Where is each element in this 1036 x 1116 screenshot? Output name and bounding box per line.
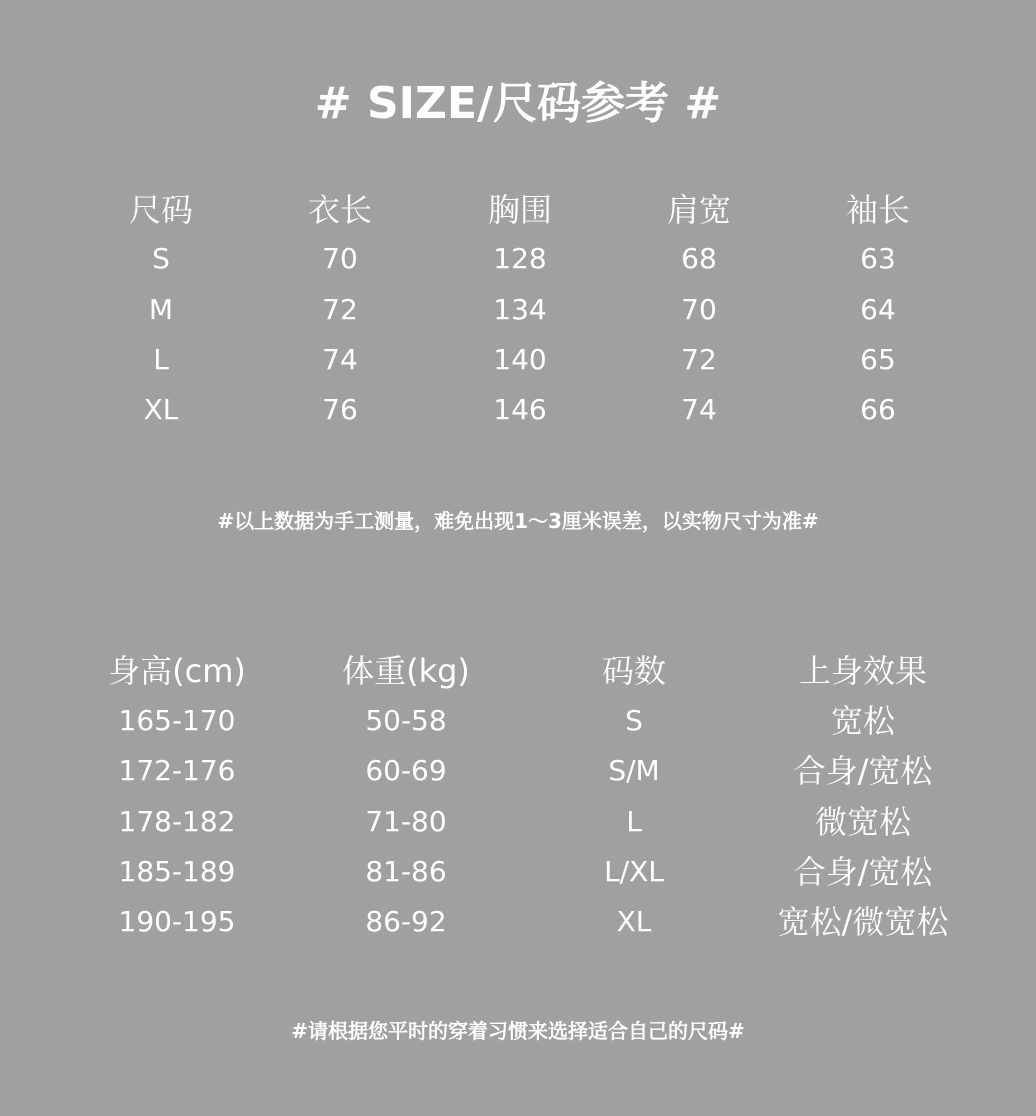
length-cell: 76 (322, 393, 358, 426)
fit-table-header (0, 646, 1036, 696)
fit-effect-cell: 微宽松 (814, 803, 911, 841)
chest-cell: 146 (493, 393, 547, 426)
fit-effect-cell: 合身/宽松 (793, 752, 933, 790)
table-row (0, 285, 1036, 335)
sleeve-cell: 66 (860, 393, 896, 426)
length-cell: 74 (322, 343, 358, 376)
size-table-header (0, 185, 1036, 235)
length-cell: 70 (322, 242, 358, 275)
weight-cell: 81-86 (365, 855, 447, 888)
header-weight: 体重(kg) (342, 652, 470, 690)
height-cell: 172-176 (118, 754, 236, 787)
size-code-cell: L/XL (604, 855, 664, 888)
measurement-note: #以上数据为手工测量，难免出现1～3厘米误差，以实物尺寸为准# (217, 509, 819, 533)
height-cell: 185-189 (118, 855, 236, 888)
header-height: 身高(cm) (108, 652, 246, 690)
weight-cell: 50-58 (365, 704, 447, 737)
shoulder-cell: 74 (681, 393, 717, 426)
selection-note: #请根据您平时的穿着习惯来选择适合自己的尺码# (291, 1019, 745, 1043)
table-row (0, 847, 1036, 897)
height-cell: 178-182 (118, 805, 236, 838)
fit-effect-cell: 宽松/微宽松 (777, 903, 949, 941)
height-cell: 165-170 (118, 704, 236, 737)
header-chest: 胸围 (487, 191, 552, 229)
size-code-cell: XL (616, 905, 652, 938)
header-size-code: 码数 (601, 652, 666, 690)
shoulder-cell: 70 (681, 293, 717, 326)
table-row (0, 897, 1036, 947)
table-row (0, 797, 1036, 847)
size-cell: S (152, 242, 170, 275)
fit-effect-cell: 宽松 (830, 702, 895, 740)
table-row (0, 335, 1036, 385)
weight-cell: 71-80 (365, 805, 447, 838)
weight-cell: 86-92 (365, 905, 447, 938)
table-row (0, 234, 1036, 284)
table-row (0, 385, 1036, 435)
size-cell: M (148, 293, 174, 326)
header-size: 尺码 (128, 191, 193, 229)
sleeve-cell: 64 (860, 293, 896, 326)
sleeve-cell: 65 (860, 343, 896, 376)
sleeve-cell: 63 (860, 242, 896, 275)
shoulder-cell: 72 (681, 343, 717, 376)
size-code-cell: S/M (608, 754, 660, 787)
shoulder-cell: 68 (681, 242, 717, 275)
page-title: # SIZE/尺码参考 # (314, 78, 722, 129)
height-cell: 190-195 (118, 905, 236, 938)
size-code-cell: L (626, 805, 642, 838)
chest-cell: 128 (493, 242, 547, 275)
size-cell: L (153, 343, 169, 376)
length-cell: 72 (322, 293, 358, 326)
header-sleeve: 袖长 (845, 191, 910, 229)
table-row (0, 696, 1036, 746)
table-row (0, 746, 1036, 796)
header-fit-effect: 上身效果 (798, 652, 927, 690)
size-code-cell: S (625, 704, 643, 737)
header-shoulder: 肩宽 (666, 191, 731, 229)
chest-cell: 134 (493, 293, 547, 326)
size-cell: XL (143, 393, 179, 426)
fit-effect-cell: 合身/宽松 (793, 853, 933, 891)
chest-cell: 140 (493, 343, 547, 376)
header-length: 衣长 (307, 191, 372, 229)
weight-cell: 60-69 (365, 754, 447, 787)
